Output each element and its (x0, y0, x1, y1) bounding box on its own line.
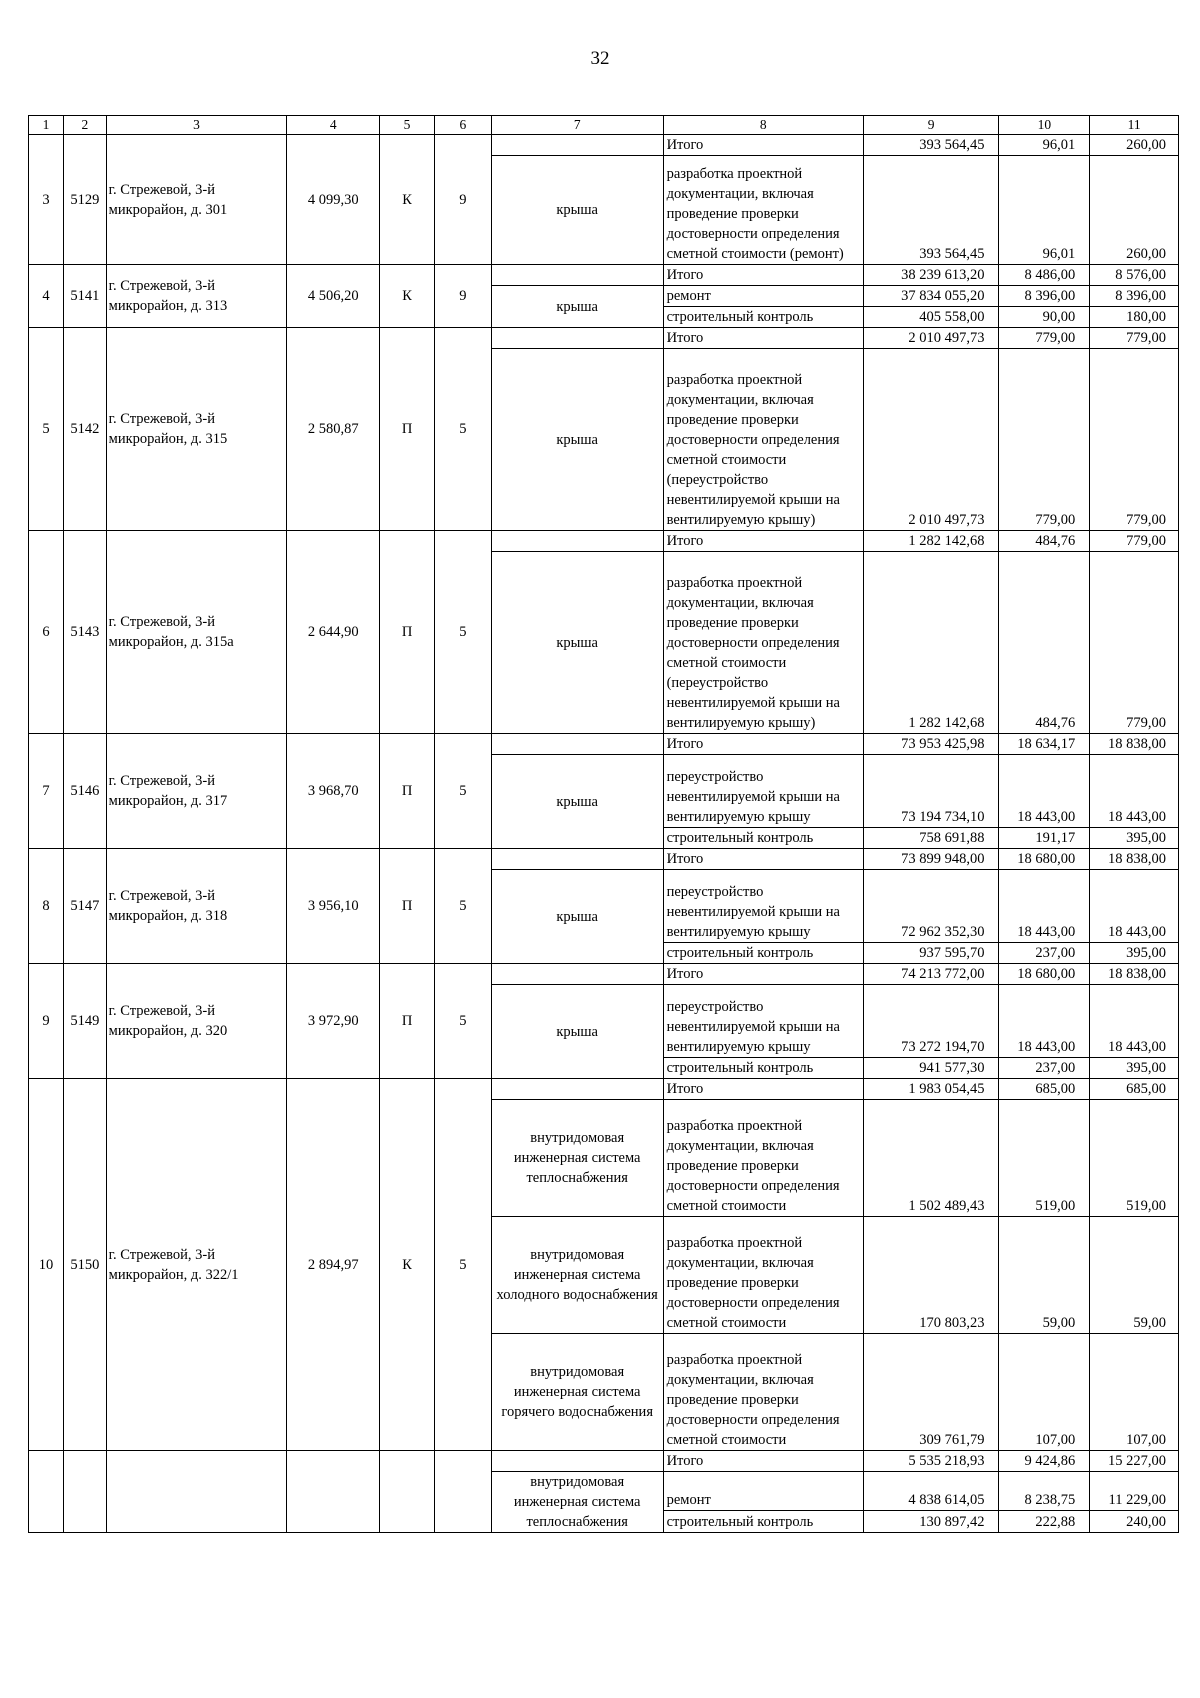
work-cost-limit: 779,00 (1090, 552, 1179, 734)
structural-element: внутридомовая инженерная система горячего водоснабжения (491, 1334, 663, 1451)
work-cost-limit: 18 443,00 (1090, 870, 1179, 943)
work-cost: 73 272 194,70 (863, 985, 999, 1058)
column-header-6: 6 (434, 116, 491, 135)
element-blank-cell (491, 531, 663, 552)
work-description: разработка проектной документации, включая проведение проверки достоверности определения сметной стоимости (переустройство невентилируемой крыши на вентилируемую крышу) (663, 349, 863, 531)
work-description: разработка проектной документации, включая проведение проверки достоверности определения сметной стоимости (663, 1100, 863, 1217)
structural-element: крыша (491, 985, 663, 1079)
work-description: разработка проектной документации, включая проведение проверки достоверности определения сметной стоимости (ремонт) (663, 156, 863, 265)
column-header-2: 2 (64, 116, 107, 135)
house-area: 2 644,90 (287, 531, 380, 734)
work-cost: 1 502 489,43 (863, 1100, 999, 1217)
work-cost: 73 194 734,10 (863, 755, 999, 828)
row-number: 7 (29, 734, 64, 849)
work-cost-limit: 59,00 (1090, 1217, 1179, 1334)
element-blank-cell (491, 734, 663, 755)
total-cost-limit: 15 227,00 (1090, 1451, 1179, 1472)
total-cost-per-sqm: 18 680,00 (999, 849, 1090, 870)
row-number: 8 (29, 849, 64, 964)
total-cost: 38 239 613,20 (863, 265, 999, 286)
column-header-5: 5 (380, 116, 435, 135)
house-code: 5142 (64, 328, 107, 531)
work-cost-limit: 11 229,00 (1090, 1472, 1179, 1511)
work-cost: 2 010 497,73 (863, 349, 999, 531)
structural-element: внутридомовая инженерная система теплоснабжения (491, 1100, 663, 1217)
total-cost: 73 899 948,00 (863, 849, 999, 870)
work-cost: 72 962 352,30 (863, 870, 999, 943)
work-cost-limit: 180,00 (1090, 307, 1179, 328)
work-cost-per-sqm: 18 443,00 (999, 985, 1090, 1058)
work-cost-limit: 395,00 (1090, 828, 1179, 849)
element-blank-cell (491, 964, 663, 985)
column-header-11: 11 (1090, 116, 1179, 135)
total-cost-limit: 260,00 (1090, 135, 1179, 156)
wall-material: П (380, 734, 435, 849)
house-area: 3 956,10 (287, 849, 380, 964)
column-header-3: 3 (106, 116, 287, 135)
floor-count: 5 (434, 964, 491, 1079)
work-cost-limit: 395,00 (1090, 1058, 1179, 1079)
wall-material: П (380, 531, 435, 734)
work-description: строительный контроль (663, 1058, 863, 1079)
work-cost: 37 834 055,20 (863, 286, 999, 307)
work-description: переустройство невентилируемой крыши на вентилируемую крышу (663, 870, 863, 943)
total-label: Итого (663, 1451, 863, 1472)
element-blank-cell (491, 1451, 663, 1472)
work-description: строительный контроль (663, 307, 863, 328)
structural-element: крыша (491, 870, 663, 964)
house-area: 4 506,20 (287, 265, 380, 328)
work-cost: 937 595,70 (863, 943, 999, 964)
house-code: 5147 (64, 849, 107, 964)
floor-count: 5 (434, 734, 491, 849)
total-label: Итого (663, 734, 863, 755)
house-area: 2 580,87 (287, 328, 380, 531)
house-total-row (29, 135, 1179, 156)
work-cost-per-sqm: 96,01 (999, 156, 1090, 265)
house-total-row (29, 734, 1179, 755)
work-description: разработка проектной документации, включая проведение проверки достоверности определения сметной стоимости (переустройство невентилируемой крыши на вентилируемую крышу) (663, 552, 863, 734)
work-cost-limit: 519,00 (1090, 1100, 1179, 1217)
house-address: г. Стрежевой, 3-й микрорайон, д. 301 (106, 135, 287, 265)
work-cost: 130 897,42 (863, 1510, 999, 1532)
work-cost: 1 282 142,68 (863, 552, 999, 734)
total-cost-limit: 18 838,00 (1090, 849, 1179, 870)
work-cost-per-sqm: 519,00 (999, 1100, 1090, 1217)
work-cost-limit: 260,00 (1090, 156, 1179, 265)
work-cost-limit: 107,00 (1090, 1334, 1179, 1451)
house-code: 5143 (64, 531, 107, 734)
total-cost-limit: 18 838,00 (1090, 734, 1179, 755)
column-header-8: 8 (663, 116, 863, 135)
wall-material: К (380, 135, 435, 265)
work-cost: 4 838 614,05 (863, 1472, 999, 1511)
work-cost-limit: 8 396,00 (1090, 286, 1179, 307)
house-total-row (29, 1079, 1179, 1100)
work-cost-limit: 240,00 (1090, 1510, 1179, 1532)
work-description: строительный контроль (663, 1510, 863, 1532)
work-cost-per-sqm: 237,00 (999, 1058, 1090, 1079)
row-number: 9 (29, 964, 64, 1079)
work-cost-limit: 18 443,00 (1090, 985, 1179, 1058)
wall-material: К (380, 265, 435, 328)
house-code: 5146 (64, 734, 107, 849)
house-total-row (29, 1451, 1179, 1472)
element-blank-cell (491, 849, 663, 870)
work-cost-per-sqm: 8 238,75 (999, 1472, 1090, 1511)
work-cost: 170 803,23 (863, 1217, 999, 1334)
total-cost-per-sqm: 8 486,00 (999, 265, 1090, 286)
work-cost-limit: 779,00 (1090, 349, 1179, 531)
house-code: 5129 (64, 135, 107, 265)
element-blank-cell (491, 328, 663, 349)
floor-count: 5 (434, 328, 491, 531)
total-cost: 5 535 218,93 (863, 1451, 999, 1472)
work-cost: 393 564,45 (863, 156, 999, 265)
column-header-10: 10 (999, 116, 1090, 135)
total-cost-per-sqm: 685,00 (999, 1079, 1090, 1100)
element-blank-cell (491, 1079, 663, 1100)
row-number: 10 (29, 1079, 64, 1451)
wall-material: П (380, 964, 435, 1079)
house-total-row (29, 964, 1179, 985)
total-label: Итого (663, 849, 863, 870)
floor-count: 5 (434, 1079, 491, 1451)
total-label: Итого (663, 1079, 863, 1100)
total-cost-limit: 685,00 (1090, 1079, 1179, 1100)
work-description: переустройство невентилируемой крыши на вентилируемую крышу (663, 755, 863, 828)
house-code: 5150 (64, 1079, 107, 1451)
work-description: строительный контроль (663, 828, 863, 849)
total-label: Итого (663, 964, 863, 985)
structural-element: крыша (491, 156, 663, 265)
house-address: г. Стрежевой, 3-й микрорайон, д. 320 (106, 964, 287, 1079)
total-cost-per-sqm: 18 680,00 (999, 964, 1090, 985)
element-blank-cell (491, 265, 663, 286)
total-cost: 2 010 497,73 (863, 328, 999, 349)
work-description: переустройство невентилируемой крыши на вентилируемую крышу (663, 985, 863, 1058)
work-cost-per-sqm: 8 396,00 (999, 286, 1090, 307)
work-description: разработка проектной документации, включая проведение проверки достоверности определения сметной стоимости (663, 1217, 863, 1334)
work-cost: 309 761,79 (863, 1334, 999, 1451)
work-description: разработка проектной документации, включая проведение проверки достоверности определения сметной стоимости (663, 1334, 863, 1451)
total-cost: 1 282 142,68 (863, 531, 999, 552)
work-cost-per-sqm: 222,88 (999, 1510, 1090, 1532)
row-number: 6 (29, 531, 64, 734)
house-area: 3 972,90 (287, 964, 380, 1079)
work-cost-per-sqm: 779,00 (999, 349, 1090, 531)
table-body (29, 116, 1179, 1533)
work-cost-limit: 395,00 (1090, 943, 1179, 964)
house-address: г. Стрежевой, 3-й микрорайон, д. 317 (106, 734, 287, 849)
house-code (64, 1451, 107, 1533)
row-number: 5 (29, 328, 64, 531)
row-number: 3 (29, 135, 64, 265)
house-area: 2 894,97 (287, 1079, 380, 1451)
work-cost-per-sqm: 59,00 (999, 1217, 1090, 1334)
total-cost-per-sqm: 18 634,17 (999, 734, 1090, 755)
house-code: 5149 (64, 964, 107, 1079)
column-header-4: 4 (287, 116, 380, 135)
wall-material (380, 1451, 435, 1533)
work-cost: 405 558,00 (863, 307, 999, 328)
work-cost-per-sqm: 18 443,00 (999, 755, 1090, 828)
house-address: г. Стрежевой, 3-й микрорайон, д. 315а (106, 531, 287, 734)
total-cost-per-sqm: 96,01 (999, 135, 1090, 156)
house-area (287, 1451, 380, 1533)
total-cost-per-sqm: 9 424,86 (999, 1451, 1090, 1472)
capital-repair-register-table (28, 115, 1179, 1533)
work-cost-limit: 18 443,00 (1090, 755, 1179, 828)
column-header-7: 7 (491, 116, 663, 135)
floor-count: 9 (434, 135, 491, 265)
total-label: Итого (663, 531, 863, 552)
house-total-row (29, 849, 1179, 870)
house-address: г. Стрежевой, 3-й микрорайон, д. 318 (106, 849, 287, 964)
structural-element: крыша (491, 349, 663, 531)
column-header-1: 1 (29, 116, 64, 135)
total-cost-per-sqm: 484,76 (999, 531, 1090, 552)
work-cost-per-sqm: 18 443,00 (999, 870, 1090, 943)
total-cost-limit: 18 838,00 (1090, 964, 1179, 985)
work-cost-per-sqm: 191,17 (999, 828, 1090, 849)
total-label: Итого (663, 135, 863, 156)
total-cost-limit: 8 576,00 (1090, 265, 1179, 286)
column-header-9: 9 (863, 116, 999, 135)
house-address: г. Стрежевой, 3-й микрорайон, д. 313 (106, 265, 287, 328)
house-code: 5141 (64, 265, 107, 328)
element-blank-cell (491, 135, 663, 156)
house-area: 3 968,70 (287, 734, 380, 849)
row-number (29, 1451, 64, 1533)
total-cost-per-sqm: 779,00 (999, 328, 1090, 349)
total-cost-limit: 779,00 (1090, 531, 1179, 552)
house-address: г. Стрежевой, 3-й микрорайон, д. 322/1 (106, 1079, 287, 1451)
structural-element: внутридомовая инженерная система теплоснабжения (491, 1472, 663, 1533)
floor-count: 5 (434, 531, 491, 734)
wall-material: П (380, 849, 435, 964)
work-cost-per-sqm: 90,00 (999, 307, 1090, 328)
house-total-row (29, 531, 1179, 552)
work-description: ремонт (663, 286, 863, 307)
house-address: г. Стрежевой, 3-й микрорайон, д. 315 (106, 328, 287, 531)
total-cost: 393 564,45 (863, 135, 999, 156)
total-label: Итого (663, 265, 863, 286)
total-cost: 1 983 054,45 (863, 1079, 999, 1100)
work-description: строительный контроль (663, 943, 863, 964)
wall-material: П (380, 328, 435, 531)
work-description: ремонт (663, 1472, 863, 1511)
structural-element: крыша (491, 755, 663, 849)
floor-count (434, 1451, 491, 1533)
structural-element: крыша (491, 552, 663, 734)
house-area: 4 099,30 (287, 135, 380, 265)
wall-material: К (380, 1079, 435, 1451)
work-cost: 941 577,30 (863, 1058, 999, 1079)
total-cost: 74 213 772,00 (863, 964, 999, 985)
row-number: 4 (29, 265, 64, 328)
total-cost: 73 953 425,98 (863, 734, 999, 755)
total-cost-limit: 779,00 (1090, 328, 1179, 349)
house-total-row (29, 328, 1179, 349)
house-total-row (29, 265, 1179, 286)
header-row (29, 116, 1179, 135)
work-cost-per-sqm: 484,76 (999, 552, 1090, 734)
work-cost: 758 691,88 (863, 828, 999, 849)
page-number: 32 (590, 48, 610, 69)
floor-count: 9 (434, 265, 491, 328)
house-address (106, 1451, 287, 1533)
work-cost-per-sqm: 237,00 (999, 943, 1090, 964)
structural-element: внутридомовая инженерная система холодного водоснабжения (491, 1217, 663, 1334)
work-cost-per-sqm: 107,00 (999, 1334, 1090, 1451)
floor-count: 5 (434, 849, 491, 964)
total-label: Итого (663, 328, 863, 349)
structural-element: крыша (491, 286, 663, 328)
